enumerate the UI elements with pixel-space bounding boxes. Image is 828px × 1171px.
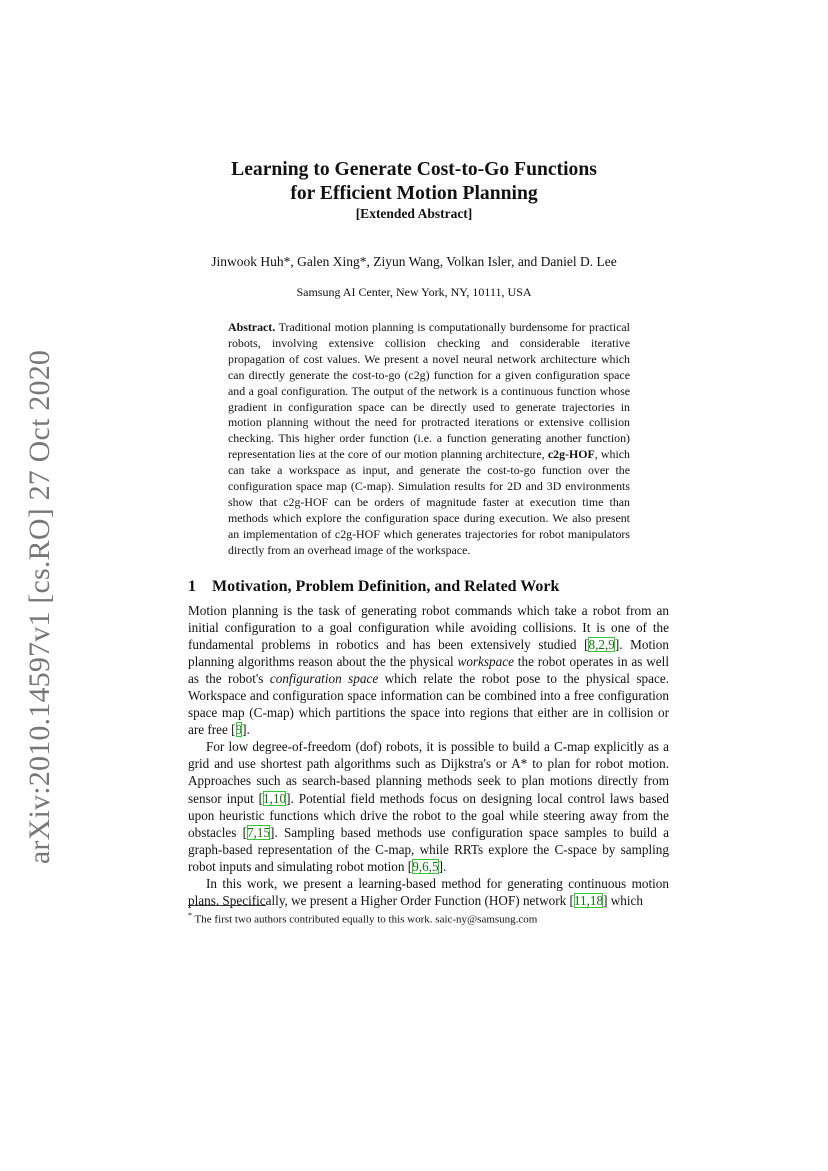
text-run: ]. Sampling based methods use configuration space samples to build a graph-based representation of the C-map, while RRTs explore the C-space by sampling robot inputs and simulating robot motion [ <box>188 824 669 874</box>
section-title: Motivation, Problem Definition, and Related Work <box>212 578 560 595</box>
paragraph-1 <box>188 602 669 738</box>
arxiv-sidebar <box>10 349 70 865</box>
paper-title-line2: for Efficient Motion Planning <box>290 183 538 204</box>
emphasis: configuration space <box>269 671 379 687</box>
section-heading <box>188 578 559 596</box>
citation-link[interactable]: 11,18 <box>573 892 604 908</box>
text-run: ]. <box>438 858 447 874</box>
footnote-mark: * <box>188 911 192 920</box>
text-run: ]. Motion planning algorithms reason about the the physical <box>188 637 669 670</box>
abstract-text-1: Traditional motion planning is computationally burdensome for practical robots, involving extensive collision checking and considerable iterative propagation of cost values. We present a novel neural network architecture which can directly generate the cost-to-go (c2g) function for a given configuration space and a goal configuration. The output of the network is a continuous function whose gradient in configuration space can be directly used to generate trajectories in motion planning without the need for protracted iterations or extensive collision checking. This higher order function (i.e. a function generating another function) representation lies at the core of our motion planning architecture, <box>228 320 630 462</box>
text-run: ] which <box>603 892 643 908</box>
text-run: For low degree-of-freedom (dof) robots, it is possible to build a C-map explicitly as a grid and use shortest path algorithms such as Dijkstra's or A* to plan for robot motion. Approaches such as search-based planning methods seek to plan motions directly from sensor input [ <box>188 739 669 806</box>
paragraph-2 <box>188 738 669 874</box>
citation-link[interactable]: 8,2,9 <box>588 637 615 653</box>
paper-title-line1: Learning to Generate Cost-to-Go Functions <box>231 159 597 180</box>
paper-subtitle: [Extended Abstract] <box>355 206 473 221</box>
abstract-text-2: , which can take a workspace as input, and generate the cost-to-go function over the configuration space map (C-map). Simulation results for 2D and 3D environments show that c2g-HOF can be orders of magnitude faster at execution time than methods which explore the configuration space during execution. We also present an implementation of c2g-HOF which generates trajectories for robot manipulators directly from an overhead image of the workspace. <box>228 447 630 557</box>
abstract-label: Abstract. <box>228 320 276 334</box>
author-list: Jinwook Huh*, Galen Xing*, Ziyun Wang, Volkan Isler, and Daniel D. Lee <box>211 254 617 269</box>
text-run: the robot operates in as well as the robot's <box>188 654 669 687</box>
footnote <box>188 911 537 926</box>
text-run: ]. <box>242 722 250 738</box>
citation-link[interactable]: 9,6,5 <box>412 858 439 874</box>
abstract <box>228 320 630 559</box>
paragraph-3 <box>188 875 669 909</box>
text-run: Motion planning is the task of generating robot commands which take a robot from an initial configuration to a goal configuration while avoiding collisions. It is one of the fundamental problems in robotics and has been extensively studied [ <box>188 603 669 653</box>
section-number: 1 <box>188 578 196 595</box>
emphasis: workspace <box>457 654 514 670</box>
footnote-text: The first two authors contributed equally to this work. saic-ny@samsung.com <box>192 913 538 926</box>
text-run: In this work, we present a learning-based method for generating continuous motion plans. Specifically, we present a Higher Order Function (HOF) network [ <box>188 875 669 908</box>
footnote-rule <box>188 905 266 906</box>
title-block <box>0 158 828 222</box>
citation-link[interactable]: 7,15 <box>246 824 271 840</box>
citation-link[interactable]: 1,10 <box>263 790 287 806</box>
arxiv-identifier: arXiv:2010.14597v1 [cs.RO] 27 Oct 2020 <box>23 349 56 865</box>
citation-link[interactable]: 9 <box>235 722 243 738</box>
text-run: ]. Potential field methods focus on designing local control laws based upon heuristic functions which drive the robot to the goal while steering away from the obstacles [ <box>188 790 669 840</box>
affiliation: Samsung AI Center, New York, NY, 10111, USA <box>296 285 532 299</box>
text-run: which relate the robot pose to the physical space. Workspace and configuration space information can be combined into a free configuration space map (C-map) which partitions the space into regions that either are in collision or are free [ <box>188 671 669 738</box>
abstract-bold-term: c2g-HOF <box>547 447 595 462</box>
section-body <box>188 602 669 909</box>
